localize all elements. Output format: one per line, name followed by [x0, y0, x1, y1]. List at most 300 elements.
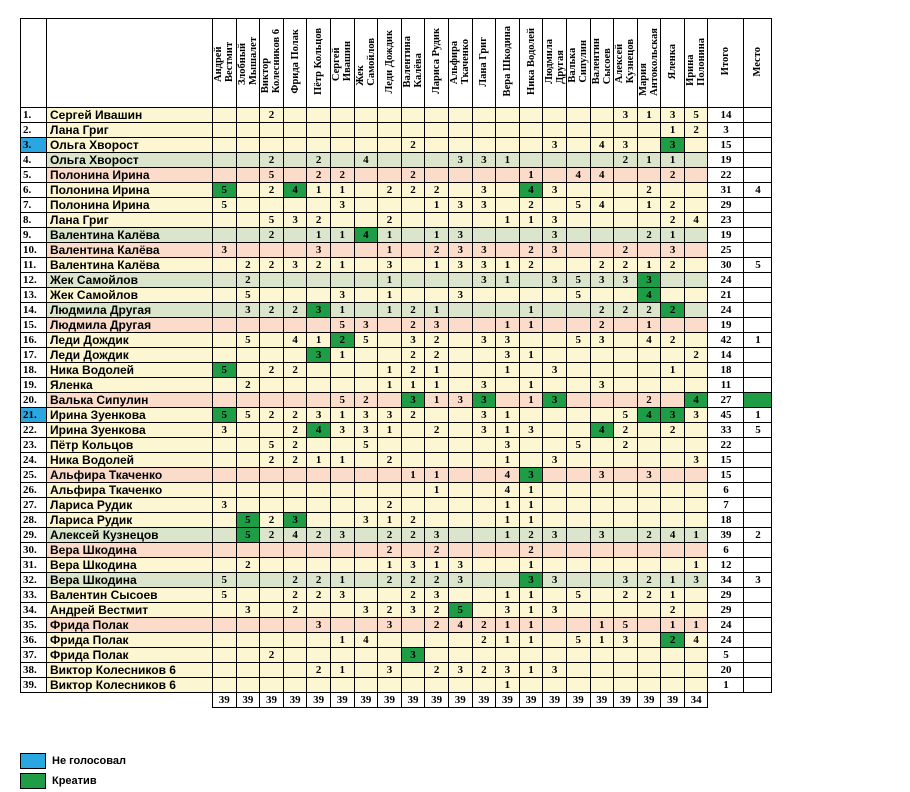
vote-cell	[260, 558, 284, 573]
vote-cell	[661, 288, 685, 303]
vote-cell: 2	[260, 453, 284, 468]
vote-cell	[637, 543, 661, 558]
entry-name: Лана Григ	[47, 123, 213, 138]
vote-cell	[661, 378, 685, 393]
row-number: 3.	[21, 138, 47, 153]
column-header	[661, 19, 685, 108]
vote-cell: 2	[401, 528, 425, 543]
column-total: 39	[448, 693, 472, 708]
vote-cell: 1	[519, 348, 543, 363]
vote-cell	[637, 348, 661, 363]
vote-cell: 3	[543, 363, 567, 378]
vote-cell	[448, 453, 472, 468]
legend-item	[20, 772, 126, 790]
vote-cell: 1	[378, 228, 402, 243]
vote-cell	[330, 648, 354, 663]
row-number: 18.	[21, 363, 47, 378]
vote-cell	[260, 543, 284, 558]
row-place: 2	[744, 528, 772, 543]
vote-cell: 4	[283, 333, 307, 348]
vote-cell	[472, 318, 496, 333]
vote-cell	[283, 318, 307, 333]
vote-cell	[472, 483, 496, 498]
vote-cell	[566, 543, 590, 558]
vote-cell	[213, 633, 237, 648]
vote-cell	[425, 453, 449, 468]
vote-cell	[425, 648, 449, 663]
column-header-label: Злобный Мышалет	[236, 37, 259, 86]
row-number: 13.	[21, 288, 47, 303]
vote-cell	[684, 678, 708, 693]
vote-cell	[590, 603, 614, 618]
vote-cell: 3	[543, 273, 567, 288]
column-header	[213, 19, 237, 108]
column-header-label: Фрида Полак	[289, 29, 301, 94]
column-total: 39	[330, 693, 354, 708]
vote-cell: 1	[307, 228, 331, 243]
entry-name: Людмила Другая	[47, 318, 213, 333]
column-header-label: Лариса Рудик	[431, 28, 443, 95]
vote-cell	[236, 543, 260, 558]
vote-cell: 5	[236, 513, 260, 528]
vote-cell: 2	[637, 588, 661, 603]
vote-cell: 2	[684, 348, 708, 363]
vote-cell	[401, 618, 425, 633]
vote-cell: 3	[543, 138, 567, 153]
entry-name: Виктор Колесников 6	[47, 663, 213, 678]
vote-cell	[401, 678, 425, 693]
vote-cell: 2	[378, 543, 402, 558]
vote-cell	[354, 378, 378, 393]
vote-cell	[590, 678, 614, 693]
vote-cell	[213, 378, 237, 393]
vote-cell	[637, 438, 661, 453]
vote-cell	[590, 393, 614, 408]
vote-cell	[637, 513, 661, 528]
vote-cell	[236, 573, 260, 588]
column-total: 39	[661, 693, 685, 708]
vote-cell	[496, 543, 520, 558]
vote-cell: 3	[283, 258, 307, 273]
row-total: 6	[708, 483, 744, 498]
vote-cell	[543, 153, 567, 168]
table-row	[21, 558, 772, 573]
vote-cell	[401, 108, 425, 123]
vote-cell: 3	[378, 618, 402, 633]
column-total: 39	[590, 693, 614, 708]
vote-cell	[307, 288, 331, 303]
vote-cell	[543, 438, 567, 453]
vote-cell	[661, 318, 685, 333]
vote-cell	[307, 558, 331, 573]
vote-cell: 2	[614, 423, 638, 438]
vote-cell	[213, 138, 237, 153]
vote-cell	[425, 678, 449, 693]
column-header-label: Леди Дождик	[383, 29, 395, 94]
vote-cell	[684, 168, 708, 183]
vote-cell	[519, 333, 543, 348]
vote-cell	[401, 243, 425, 258]
vote-cell: 2	[354, 393, 378, 408]
vote-cell	[519, 153, 543, 168]
vote-cell: 1	[661, 588, 685, 603]
vote-cell	[260, 663, 284, 678]
vote-cell	[543, 678, 567, 693]
row-total: 24	[708, 303, 744, 318]
vote-cell	[661, 183, 685, 198]
vote-cell	[472, 228, 496, 243]
legend-label: Креатив	[52, 775, 97, 787]
entry-name: Людмила Другая	[47, 303, 213, 318]
vote-cell: 2	[260, 513, 284, 528]
vote-cell: 1	[425, 228, 449, 243]
row-number: 7.	[21, 198, 47, 213]
vote-cell: 1	[496, 153, 520, 168]
vote-cell	[614, 558, 638, 573]
vote-cell: 2	[283, 408, 307, 423]
table-row	[21, 363, 772, 378]
vote-cell: 4	[590, 423, 614, 438]
vote-cell	[354, 288, 378, 303]
table-row	[21, 168, 772, 183]
vote-cell	[330, 468, 354, 483]
vote-cell: 3	[236, 603, 260, 618]
vote-cell	[496, 573, 520, 588]
table-row	[21, 213, 772, 228]
vote-cell	[637, 423, 661, 438]
vote-cell	[330, 438, 354, 453]
vote-cell: 3	[354, 318, 378, 333]
vote-cell: 2	[236, 273, 260, 288]
vote-cell	[425, 633, 449, 648]
vote-cell: 1	[496, 588, 520, 603]
vote-cell	[590, 438, 614, 453]
vote-cell	[590, 348, 614, 363]
vote-cell	[213, 318, 237, 333]
vote-cell: 2	[401, 318, 425, 333]
vote-cell: 1	[307, 183, 331, 198]
vote-cell	[684, 648, 708, 663]
vote-cell	[566, 363, 590, 378]
row-total: 14	[708, 348, 744, 363]
vote-cell: 5	[448, 603, 472, 618]
vote-cell	[472, 678, 496, 693]
vote-cell: 3	[448, 393, 472, 408]
vote-cell	[378, 678, 402, 693]
vote-cell: 4	[448, 618, 472, 633]
place-header-label: Место	[752, 46, 764, 77]
vote-cell: 1	[330, 408, 354, 423]
row-place	[744, 348, 772, 363]
vote-cell: 5	[236, 333, 260, 348]
vote-cell	[307, 393, 331, 408]
vote-cell	[354, 558, 378, 573]
vote-cell	[425, 168, 449, 183]
vote-cell	[354, 303, 378, 318]
vote-cell: 4	[307, 423, 331, 438]
vote-cell: 1	[425, 258, 449, 273]
vote-cell: 1	[661, 123, 685, 138]
vote-cell	[566, 183, 590, 198]
vote-cell	[684, 138, 708, 153]
vote-cell: 1	[378, 558, 402, 573]
row-place: 3	[744, 573, 772, 588]
vote-cell	[519, 408, 543, 423]
vote-cell	[661, 648, 685, 663]
vote-cell	[566, 108, 590, 123]
vote-cell	[330, 678, 354, 693]
vote-cell	[236, 213, 260, 228]
vote-cell: 2	[590, 303, 614, 318]
vote-cell	[590, 588, 614, 603]
vote-cell	[566, 573, 590, 588]
vote-cell: 1	[330, 228, 354, 243]
entry-name: Яленка	[47, 378, 213, 393]
vote-cell: 3	[401, 393, 425, 408]
vote-cell: 4	[684, 213, 708, 228]
vote-cell	[307, 198, 331, 213]
vote-cell	[260, 378, 284, 393]
vote-cell: 3	[330, 528, 354, 543]
vote-cell	[283, 498, 307, 513]
row-total: 39	[708, 528, 744, 543]
vote-cell	[684, 153, 708, 168]
vote-cell	[614, 543, 638, 558]
vote-cell	[566, 258, 590, 273]
entry-name: Полонина Ирина	[47, 198, 213, 213]
vote-cell	[566, 153, 590, 168]
row-total: 18	[708, 363, 744, 378]
vote-cell: 3	[661, 408, 685, 423]
vote-cell	[614, 363, 638, 378]
vote-cell: 2	[661, 333, 685, 348]
vote-cell	[543, 378, 567, 393]
entry-name: Фрида Полак	[47, 633, 213, 648]
vote-cell: 2	[661, 633, 685, 648]
vote-cell	[354, 183, 378, 198]
vote-cell: 4	[283, 528, 307, 543]
row-total: 42	[708, 333, 744, 348]
vote-cell	[661, 393, 685, 408]
vote-cell	[260, 318, 284, 333]
vote-cell	[614, 378, 638, 393]
vote-cell: 3	[213, 243, 237, 258]
table-row	[21, 138, 772, 153]
table-row	[21, 108, 772, 123]
vote-cell: 1	[330, 633, 354, 648]
vote-cell	[543, 318, 567, 333]
vote-cell	[661, 543, 685, 558]
vote-cell: 5	[236, 528, 260, 543]
vote-cell	[354, 273, 378, 288]
table-row	[21, 648, 772, 663]
vote-cell	[496, 108, 520, 123]
vote-cell	[448, 588, 472, 603]
vote-cell	[519, 108, 543, 123]
vote-cell	[236, 123, 260, 138]
vote-cell	[448, 348, 472, 363]
vote-cell: 1	[661, 363, 685, 378]
row-total: 11	[708, 378, 744, 393]
vote-cell: 2	[307, 528, 331, 543]
vote-cell: 5	[213, 198, 237, 213]
column-header-label: Алексей Кузнецов	[614, 39, 637, 84]
vote-cell: 2	[283, 303, 307, 318]
vote-cell	[543, 498, 567, 513]
vote-cell: 2	[637, 573, 661, 588]
vote-cell: 3	[307, 243, 331, 258]
vote-cell	[614, 198, 638, 213]
vote-cell: 3	[472, 393, 496, 408]
vote-cell: 3	[496, 603, 520, 618]
row-number: 30.	[21, 543, 47, 558]
vote-cell: 2	[283, 603, 307, 618]
vote-cell: 3	[472, 378, 496, 393]
vote-cell	[260, 288, 284, 303]
vote-cell	[684, 258, 708, 273]
vote-cell	[590, 363, 614, 378]
row-total: 21	[708, 288, 744, 303]
vote-cell	[378, 468, 402, 483]
vote-cell	[684, 513, 708, 528]
vote-cell	[566, 318, 590, 333]
vote-cell: 2	[401, 588, 425, 603]
column-header-label: Андрей Вестмит	[213, 41, 236, 82]
vote-cell	[590, 573, 614, 588]
vote-cell: 1	[519, 633, 543, 648]
vote-cell: 5	[684, 108, 708, 123]
vote-cell	[401, 498, 425, 513]
vote-cell	[378, 123, 402, 138]
vote-cell	[519, 138, 543, 153]
vote-cell	[566, 663, 590, 678]
vote-cell	[472, 528, 496, 543]
vote-cell	[378, 588, 402, 603]
vote-cell	[283, 273, 307, 288]
vote-cell	[637, 123, 661, 138]
vote-cell: 2	[425, 333, 449, 348]
row-place	[744, 213, 772, 228]
vote-cell: 3	[354, 603, 378, 618]
vote-cell: 3	[472, 408, 496, 423]
vote-cell	[378, 318, 402, 333]
vote-cell	[614, 648, 638, 663]
vote-cell	[401, 543, 425, 558]
vote-cell	[307, 648, 331, 663]
vote-cell	[307, 468, 331, 483]
column-total: 39	[496, 693, 520, 708]
vote-cell	[354, 528, 378, 543]
row-total: 19	[708, 318, 744, 333]
vote-cell	[614, 528, 638, 543]
vote-cell	[472, 348, 496, 363]
vote-cell: 2	[378, 453, 402, 468]
row-number: 10.	[21, 243, 47, 258]
vote-cell: 2	[330, 168, 354, 183]
vote-cell: 2	[637, 228, 661, 243]
vote-cell	[543, 123, 567, 138]
entry-name: Фрида Полак	[47, 648, 213, 663]
vote-cell	[378, 483, 402, 498]
table-row	[21, 678, 772, 693]
vote-cell	[213, 213, 237, 228]
column-total: 39	[401, 693, 425, 708]
vote-cell	[472, 303, 496, 318]
vote-cell: 2	[378, 213, 402, 228]
row-number: 6.	[21, 183, 47, 198]
table-row	[21, 528, 772, 543]
column-total: 39	[637, 693, 661, 708]
vote-cell	[307, 603, 331, 618]
row-total: 29	[708, 198, 744, 213]
vote-cell	[236, 453, 260, 468]
vote-cell: 1	[330, 303, 354, 318]
vote-cell	[236, 423, 260, 438]
row-number: 38.	[21, 663, 47, 678]
vote-cell: 3	[614, 273, 638, 288]
vote-cell: 1	[330, 663, 354, 678]
table-row	[21, 228, 772, 243]
row-place	[744, 558, 772, 573]
row-total: 24	[708, 633, 744, 648]
vote-cell	[425, 498, 449, 513]
vote-cell	[496, 183, 520, 198]
vote-cell	[307, 513, 331, 528]
vote-cell: 1	[496, 618, 520, 633]
column-header-label: Мария Антокольская	[637, 27, 660, 96]
vote-cell	[684, 318, 708, 333]
vote-cell	[260, 198, 284, 213]
table-row	[21, 468, 772, 483]
vote-cell	[448, 543, 472, 558]
vote-cell	[543, 408, 567, 423]
vote-cell: 2	[661, 198, 685, 213]
legend	[20, 752, 126, 792]
vote-cell: 1	[330, 573, 354, 588]
table-row	[21, 243, 772, 258]
header-name-blank	[47, 19, 213, 108]
row-place: 1	[744, 408, 772, 423]
vote-cell: 5	[566, 588, 590, 603]
vote-cell	[283, 543, 307, 558]
vote-cell	[472, 438, 496, 453]
vote-cell	[330, 108, 354, 123]
vote-cell: 1	[519, 483, 543, 498]
vote-cell	[354, 258, 378, 273]
vote-cell	[354, 588, 378, 603]
vote-cell: 1	[378, 423, 402, 438]
vote-cell	[283, 228, 307, 243]
row-number: 29.	[21, 528, 47, 543]
column-header	[496, 19, 520, 108]
vote-cell	[283, 168, 307, 183]
vote-cell: 2	[661, 258, 685, 273]
vote-cell	[260, 333, 284, 348]
row-number: 8.	[21, 213, 47, 228]
vote-cell	[543, 288, 567, 303]
vote-cell	[590, 183, 614, 198]
vote-cell	[354, 123, 378, 138]
totals-blank	[21, 693, 213, 708]
entry-name: Пётр Кольцов	[47, 438, 213, 453]
vote-cell	[684, 303, 708, 318]
vote-cell	[566, 468, 590, 483]
vote-cell: 5	[354, 333, 378, 348]
row-total: 7	[708, 498, 744, 513]
column-header	[378, 19, 402, 108]
table-row	[21, 663, 772, 678]
vote-cell	[283, 393, 307, 408]
